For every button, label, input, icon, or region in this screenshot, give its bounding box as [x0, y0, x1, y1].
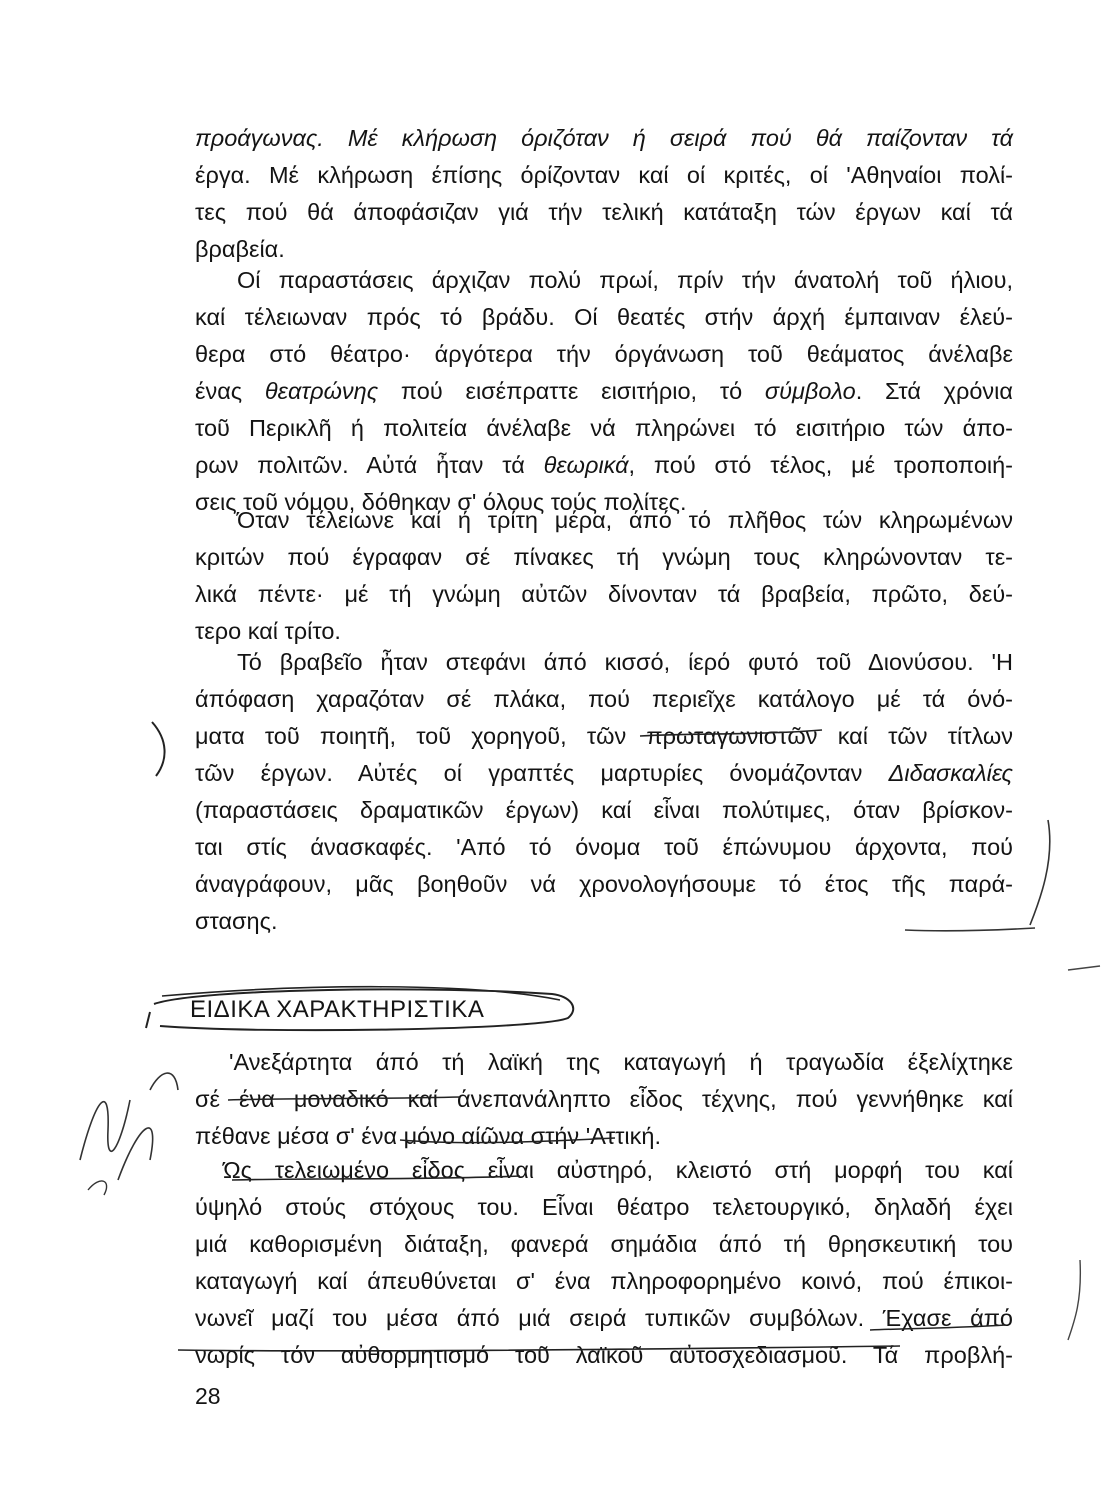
text-line: πέθανε μέσα σ' ένα μόνο αίῶνα στήν 'Αττική.: [195, 1123, 662, 1149]
text-line: σεις τοῦ νόμου, δόθηκαν σ' όλους τούς πολίτες.: [195, 489, 687, 515]
page-number: 28: [195, 1383, 221, 1409]
section-heading: [140, 982, 580, 1042]
text-line: τες πού θά άποφάσιζαν γιά τήν τελική κατάταξη τών έργων καί τά: [195, 199, 1013, 225]
text-line: Ώς τελειωμένο εἶδος εἶναι αὐστηρό, κλειστό στή μορφή του καί: [223, 1157, 1013, 1183]
text-line: 'Ανεξάρτητα άπό τή λαϊκή της καταγωγή ή τραγωδία έξελίχτηκε: [229, 1049, 1013, 1075]
text-line: έργα. Μέ κλήρωση έπίσης όρίζονταν καί οί κριτές, οί 'Αθηναίοι πολί-: [195, 162, 1013, 188]
paragraph-5: [195, 1044, 1013, 1155]
paragraph-3: [195, 502, 1013, 650]
paragraph-4: [195, 644, 1013, 940]
text-line: ματα τοῦ ποιητῆ, τοῦ χορηγοῦ, τῶν πρωταγωνιστῶν καί τῶν τίτλων: [195, 723, 1013, 749]
text-line: νωνεῖ μαζί του μέσα άπό μιά σειρά τυπικῶν συμβόλων. Έχασε άπό: [195, 1305, 1013, 1331]
text-line: καταγωγή καί άπευθύνεται σ' ένα πληροφορημένο κοινό, πού έπικοι-: [195, 1268, 1013, 1294]
paragraph-2: [195, 262, 1013, 521]
text-line: ένας θεατρώνης πού εισέπραττε εισιτήριο, τό σύμβολο. Στά χρόνια: [195, 378, 1013, 404]
text-line: προάγωνας. Μέ κλήρωση όριζόταν ή σειρά πού θά παίζονταν τά: [195, 125, 1013, 151]
text-line: κριτών πού έγραφαν σέ πίνακες τή γνώμη τους κληρώνονταν τε-: [195, 544, 1013, 570]
text-line: (παραστάσεις δραματικῶν έργων) καί εἶναι πολύτιμες, όταν βρίσκον-: [195, 797, 1013, 823]
text-line: Όταν τέλειωνε καί ή τρίτη μέρα, άπό τό πλῆθος τών κληρωμένων: [237, 507, 1013, 533]
text-line: μιά καθορισμένη διάταξη, φανερά σημάδια άπό τή θρησκευτική του: [195, 1231, 1013, 1257]
text-line: Οί παραστάσεις άρχιζαν πολύ πρωί, πρίν τήν άνατολή τοῦ ήλιου,: [237, 267, 1013, 293]
text-line: ται στίς άνασκαφές. 'Από τό όνομα τοῦ έπώνυμου άρχοντα, πού: [195, 834, 1013, 860]
text-line: καί τέλειωναν πρός τό βράδυ. Οί θεατές στήν άρχή έμπαιναν έλεύ-: [195, 304, 1013, 330]
text-line: ρων πολιτῶν. Αὐτά ἦταν τά θεωρικά, πού στό τέλος, μέ τροποποιή-: [195, 452, 1013, 478]
text-line: τοῦ Περικλῆ ή πολιτεία άνέλαβε νά πληρώνει τό εισιτήριο τών άπο-: [195, 415, 1013, 441]
heading-text: ΕΙΔΙΚΑ ΧΑΡΑΚΤΗΡΙΣΤΙΚΑ: [190, 996, 485, 1023]
margin-bracket: [152, 722, 165, 776]
paragraph-6: [195, 1152, 1013, 1374]
handwritten-note: [80, 1073, 178, 1180]
text-line: θερα στό θέατρο· άργότερα τήν όργάνωση τοῦ θεάματος άνέλαβε: [195, 341, 1013, 367]
text-line: άπόφαση χαραζόταν σέ πλάκα, πού περιεῖχε κατάλογο μέ τά όνό-: [195, 686, 1013, 712]
text-line: τῶν έργων. Αὐτές οί γραπτές μαρτυρίες όνομάζονταν Διδασκαλίες: [195, 760, 1013, 786]
text-line: βραβεία.: [195, 236, 285, 262]
text-line: ύψηλό στούς στόχους του. Εἶναι θέατρο τελετουργικό, δηλαδή έχει: [195, 1194, 1013, 1220]
text-line: στασης.: [195, 908, 278, 934]
text-line: τερο καί τρίτο.: [195, 618, 341, 644]
text-line: λικά πέντε· μέ τή γνώμη αὐτῶν δίνονταν τά βραβεία, πρῶτο, δεύ-: [195, 581, 1013, 607]
text-line: άναγράφουν, μᾶς βοηθοῦν νά χρονολογήσουμε τό έτος τῆς παρά-: [195, 871, 1013, 897]
text-line: σέ ένα μοναδικό καί άνεπανάληπτο εἶδος τέχνης, πού γεννήθηκε καί: [195, 1086, 1013, 1112]
text-line: νωρίς τόν αὐθορμητισμό τοῦ λαϊκοῦ αὐτοσχεδιασμοῦ. Τά προβλή-: [195, 1342, 1013, 1368]
text-line: Τό βραβεῖο ἦταν στεφάνι άπό κισσό, ίερό φυτό τοῦ Διονύσου. 'Η: [237, 649, 1013, 675]
paragraph-1: [195, 120, 1013, 268]
